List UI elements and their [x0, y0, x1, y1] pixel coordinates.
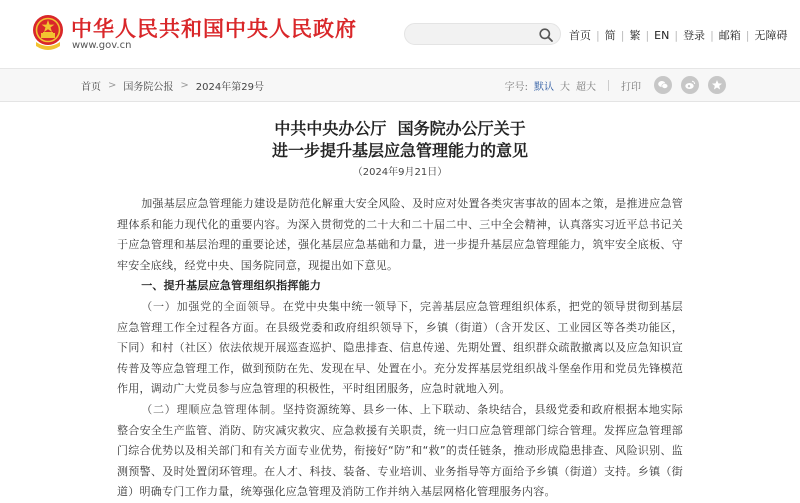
article-body [117, 194, 683, 503]
site-title[interactable]: 中华人民共和国中央人民政府 [71, 16, 357, 41]
font-size-label: 字号: [504, 81, 528, 93]
nav-traditional[interactable]: 繁 [629, 29, 641, 42]
section-heading: 一、提升基层应急管理组织指挥能力 [141, 279, 322, 293]
qzone-icon[interactable] [708, 76, 726, 94]
nav-mail[interactable]: 邮箱 [718, 29, 741, 42]
font-size-default[interactable]: 默认 [534, 81, 554, 93]
print-button[interactable]: 打印 [621, 81, 641, 93]
search-icon[interactable] [538, 27, 554, 43]
nav-separator: | [745, 28, 750, 42]
intro-paragraph: 加强基层应急管理能力建设是防范化解重大安全风险、及时应对处置各类灾害事故的固本之策，是推进应急管理体系和能力现代化的重要内容。为深入贯彻党的二十大和二十届二中、三中全会精神，认真落实习近平总书记关于应急管理和基层治理的重要论述，强化基层应急基础和力量，进一步提升基层应急管理能力，筑牢安全底板、守牢安全底线，经党中央、国务院同意，现提出如下意见。 [117, 197, 683, 272]
breadcrumb-issue: 2024年第29号 [195, 82, 264, 93]
title-line-2: 进一步提升基层应急管理能力的意见 [271, 141, 528, 160]
site-url: www.gov.cn [72, 40, 132, 51]
breadcrumb-home[interactable]: 首页 [81, 82, 101, 93]
chevron-right-icon: > [108, 80, 117, 91]
paragraph-1 [117, 297, 683, 400]
publish-date: （2024年9月21日） [352, 167, 448, 178]
font-size-xlarge[interactable]: 超大 [576, 81, 596, 93]
tools-divider [608, 80, 609, 91]
breadcrumb-gazette[interactable]: 国务院公报 [123, 82, 174, 93]
nav-separator: | [620, 28, 625, 42]
page-title [117, 118, 683, 162]
article [117, 118, 683, 503]
title-line-1: 中共中央办公厅 国务院办公厅关于 [274, 119, 526, 138]
search-box[interactable] [404, 23, 561, 45]
paragraph-2-body: 坚持资源统筹、县乡一体、上下联动、条块结合，县级党委和政府根据本地实际整合安全生产监管、消防、防灾减灾救灾、应急救援有关职责，统一归口应急管理部门综合管理。发挥应急管理部门综合优势以及相关部门和有关方面专业优势，衔接好“防”和“救”的责任链条，推动形成隐患排查、风险识别、监测预警、及时处置闭环管理。在人才、科技、装备、专业培训、业务指导等方面给予乡镇（街道）支持。乡镇（街道）明确专门工作力量，统筹强化应急管理及消防工作并纳入基层网格化管理服务内容。 [117, 402, 683, 499]
font-size-large[interactable]: 大 [560, 81, 570, 93]
breadcrumb-bar [0, 69, 800, 102]
paragraph-2-lead: （二）理顺应急管理体制。 [141, 402, 283, 416]
paragraph-1-body: 在党中央集中统一领导下，完善基层应急管理组织体系，把党的领导贯彻到基层应急管理工作全过程各方面。在县级党委和政府组织领导下，乡镇（街道）（含开发区、工业园区等各类功能区，下同）和村（社区）依法依规开展巡查巡护、隐患排查、信息传递、先期处置、组织群众疏散撤离以及应急知识宣传普及等应急管理工作，做到预防在先、发现在早、处置在小。充分发挥基层党组织战斗堡垒作用和党员先锋模范作用，调动广大党员参与应急管理的积极性，平时组团服务，应急时就地入列。 [117, 299, 683, 396]
chevron-right-icon: > [180, 80, 189, 91]
national-emblem-icon[interactable] [32, 14, 64, 52]
paragraph-1-lead: （一）加强党的全面领导。 [141, 299, 283, 313]
nav-login[interactable]: 登录 [683, 29, 706, 42]
top-nav [569, 27, 788, 43]
wechat-icon[interactable] [654, 76, 672, 94]
page-tools [505, 75, 726, 95]
breadcrumb [81, 78, 264, 93]
nav-separator: | [596, 28, 600, 42]
nav-home[interactable]: 首页 [569, 29, 591, 42]
weibo-icon[interactable] [681, 76, 699, 94]
nav-english[interactable]: EN [654, 28, 670, 42]
nav-separator: | [674, 28, 679, 42]
paragraph-2 [117, 400, 683, 503]
nav-separator: | [710, 28, 714, 42]
site-header [0, 0, 800, 69]
nav-simplified[interactable]: 简 [604, 29, 616, 42]
nav-separator: | [645, 28, 650, 42]
nav-accessibility[interactable]: 无障碍 [754, 29, 788, 42]
search-input[interactable] [415, 26, 537, 44]
